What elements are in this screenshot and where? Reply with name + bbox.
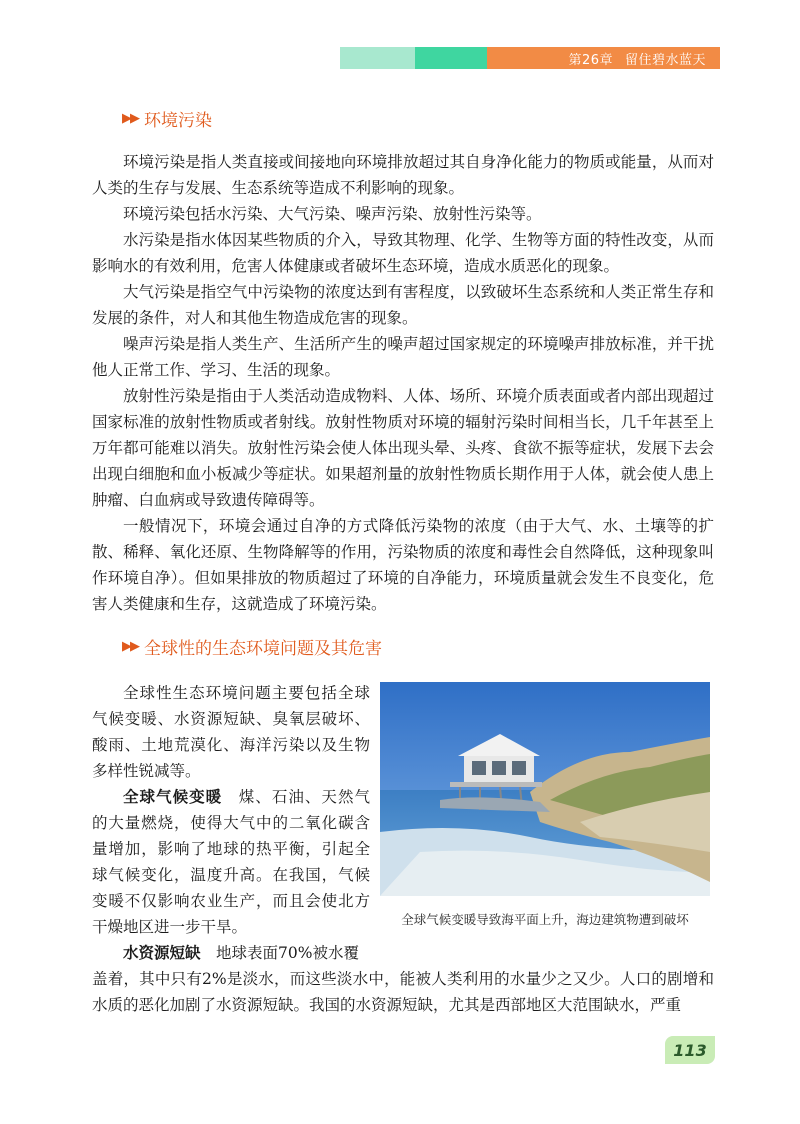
- paragraph: 噪声污染是指人类生产、生活所产生的噪声超过国家规定的环境噪声排放标准，并干扰他人正常工作、学习、生活的现象。: [92, 335, 714, 379]
- section-title-text: 全球性的生态环境问题及其危害: [144, 639, 382, 659]
- chapter-label: [568, 49, 706, 68]
- header-stripe-light: [340, 47, 415, 69]
- paragraph: 大气污染是指空气中污染物的浓度达到有害程度，以致破坏生态系统和人类正常生存和发展的条件，对人和其他生物造成危害的现象。: [92, 283, 714, 327]
- paragraph: 水污染是指水体因某些物质的介入，导致其物理、化学、生物等方面的特性改变，从而影响水的有效利用，危害人体健康或者破坏生态环境，造成水质恶化的现象。: [92, 231, 714, 275]
- section-title-text: 环境污染: [144, 111, 212, 131]
- figure-caption: 全球气候变暖导致海平面上升，海边建筑物遭到破坏: [401, 912, 689, 927]
- water-text-a: 地球表面70%被水覆: [216, 944, 359, 962]
- page-number: 113: [665, 1036, 715, 1064]
- section-title-global-issues: [122, 634, 382, 659]
- double-triangle-icon: ▶▶: [122, 111, 138, 126]
- beach-photo-illustration: [380, 682, 710, 896]
- header-stripe-green: [415, 47, 487, 69]
- paragraph: 环境污染包括水污染、大气污染、噪声污染、放射性污染等。: [123, 205, 542, 223]
- section-title-pollution: [122, 106, 212, 131]
- paragraph: 一般情况下，环境会通过自净的方式降低污染物的浓度（由于大气、水、土壤等的扩散、稀释、氧化还原、生物降解等的作用，污染物质的浓度和毒性会自然降低，这种现象叫作环境自净）。但如果排放的物质超过了环境的自净能力，环境质量就会发生不良变化，危害人类健康和生存，这就造成了环境污染。: [92, 517, 714, 613]
- paragraph-water-continued: 盖着，其中只有2%是淡水，而这些淡水中，能被人类利用的水量少之又少。人口的剧增和水质的恶化加剧了水资源短缺。我国的水资源短缺，尤其是西部地区大范围缺水，严重: [92, 970, 714, 1014]
- climate-text: 煤、石油、天然气的大量燃烧，使得大气中的二氧化碳含量增加，影响了地球的热平衡，引起全球气候变化，温度升高。在我国，气候变暖不仅影响农业生产，而且会使北方干燥地区进一步干旱。: [92, 788, 370, 936]
- double-triangle-icon: ▶▶: [122, 639, 138, 654]
- paragraph-water-start: [92, 940, 370, 966]
- paragraph-climate: [92, 784, 370, 940]
- term-climate-warming: 全球气候变暖: [123, 788, 223, 806]
- beach-house-photo: [380, 682, 710, 896]
- paragraph: 环境污染是指人类直接或间接地向环境排放超过其自身净化能力的物质或能量，从而对人类的生存与发展、生态系统等造成不利影响的现象。: [92, 153, 714, 197]
- paragraph-intro: 全球性生态环境问题主要包括全球气候变暖、水资源短缺、臭氧层破坏、酸雨、土地荒漠化、海洋污染以及生物多样性锐减等。: [92, 684, 370, 780]
- chapter-header: [340, 47, 720, 69]
- header-stripe-orange: [487, 47, 720, 69]
- paragraph: 放射性污染是指由于人类活动造成物料、人体、场所、环境介质表面或者内部出现超过国家标准的放射性物质或者射线。放射性物质对环境的辐射污染时间相当长，几千年甚至上万年都可能难以消失。放射性污染会使人体出现头晕、头疼、食欲不振等症状，发展下去会出现白细胞和血小板减少等症状。如果超剂量的放射性物质长期作用于人体，就会使人患上肿瘤、白血病或导致遗传障碍等。: [92, 387, 714, 509]
- chapter-title: 留住碧水蓝天: [624, 52, 706, 68]
- chapter-number: 第26章: [568, 52, 613, 68]
- term-water-shortage: 水资源短缺: [123, 944, 201, 962]
